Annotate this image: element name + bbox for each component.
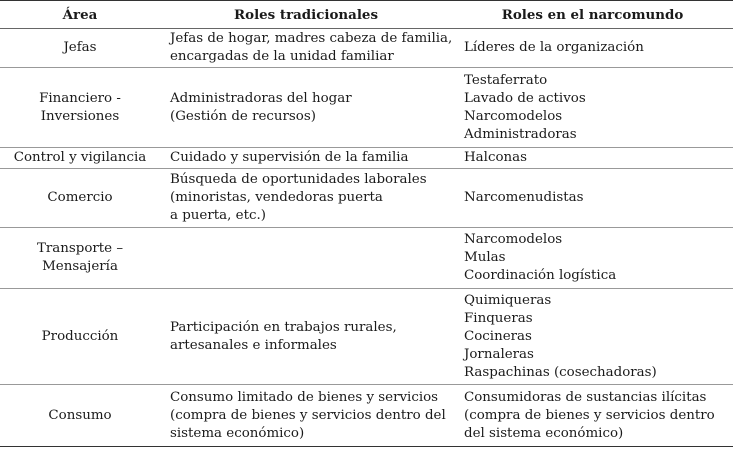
cell-line: Participación en trabajos rurales,	[170, 319, 397, 335]
cell-line: Comercio	[47, 190, 113, 205]
narco-roles-cell	[452, 68, 733, 148]
header-row	[0, 1, 733, 29]
traditional-roles-cell	[160, 169, 452, 228]
table-row	[0, 228, 733, 289]
cell-line: Transporte –	[36, 241, 124, 256]
cell-line: Coordinación logística	[464, 268, 617, 283]
cell-line: Mensajería	[42, 259, 118, 274]
header-area: Área	[0, 1, 160, 29]
traditional-roles-cell	[160, 148, 452, 169]
table-row	[0, 29, 733, 68]
area-cell	[0, 169, 160, 228]
traditional-roles-cell	[160, 228, 452, 289]
narco-roles-cell	[452, 385, 733, 447]
cell-line: sistema económico)	[170, 425, 305, 441]
area-cell	[0, 385, 160, 447]
cell-line: Financiero -	[39, 90, 121, 106]
narco-roles-cell	[452, 289, 733, 385]
header-narco-roles: Roles en el narcomundo	[452, 1, 733, 29]
cell-line: Cocineras	[464, 328, 532, 344]
area-cell	[0, 29, 160, 68]
cell-line: Lavado de activos	[464, 90, 586, 106]
cell-line: Mulas	[464, 250, 506, 265]
cell-line: Consumidoras de sustancias ilícitas	[464, 389, 707, 405]
cell-line: Quimiqueras	[464, 292, 552, 308]
cell-line: Administradoras del hogar	[170, 90, 352, 106]
cell-line: a puerta, etc.)	[170, 208, 266, 223]
area-cell	[0, 289, 160, 385]
traditional-roles-cell	[160, 29, 452, 68]
narco-roles-cell	[452, 29, 733, 68]
cell-line: Cuidado y supervisión de la familia	[170, 150, 409, 165]
area-cell	[0, 68, 160, 148]
cell-line: (minoristas, vendedoras puerta	[170, 190, 383, 205]
traditional-roles-cell	[160, 68, 452, 148]
cell-line: Inversiones	[40, 108, 120, 124]
narco-roles-cell	[452, 169, 733, 228]
table-row	[0, 385, 733, 447]
cell-line: encargadas de la unidad familiar	[170, 49, 394, 64]
cell-line: Administradoras	[464, 126, 577, 142]
table-row	[0, 289, 733, 385]
cell-line: Jefas de hogar, madres cabeza de familia,	[170, 31, 453, 46]
cell-line: Producción	[41, 328, 119, 344]
cell-line: Narcomodelos	[464, 232, 563, 247]
cell-line: (compra de bienes y servicios dentro	[464, 407, 715, 423]
cell-line: Testaferrato	[464, 72, 548, 88]
narco-roles-cell	[452, 228, 733, 289]
cell-line: Raspachinas (cosechadoras)	[464, 364, 657, 380]
cell-line: Halconas	[464, 150, 527, 165]
cell-line: Finqueras	[464, 310, 533, 326]
table-row	[0, 68, 733, 148]
cell-line: Jornaleras	[464, 346, 534, 362]
table-row	[0, 169, 733, 228]
area-cell	[0, 228, 160, 289]
cell-line: Jefas	[63, 40, 97, 55]
cell-line: del sistema económico)	[464, 425, 624, 441]
cell-line: artesanales e informales	[170, 337, 337, 353]
cell-line: Consumo limitado de bienes y servicios	[170, 389, 439, 405]
cell-line: Narcomodelos	[464, 108, 563, 124]
header-traditional-roles: Roles tradicionales	[160, 1, 452, 29]
cell-line: Narcomenudistas	[464, 190, 584, 205]
narco-roles-cell	[452, 148, 733, 169]
cell-line: (compra de bienes y servicios dentro del	[170, 407, 446, 423]
cell-line: Búsqueda de oportunidades laborales	[170, 172, 427, 187]
table-row	[0, 148, 733, 169]
traditional-roles-cell	[160, 289, 452, 385]
cell-line: Consumo	[48, 407, 112, 423]
traditional-roles-cell	[160, 385, 452, 447]
cell-line: (Gestión de recursos)	[170, 108, 316, 124]
cell-line: Control y vigilancia	[13, 150, 147, 165]
cell-line: Líderes de la organización	[464, 40, 644, 55]
area-cell	[0, 148, 160, 169]
